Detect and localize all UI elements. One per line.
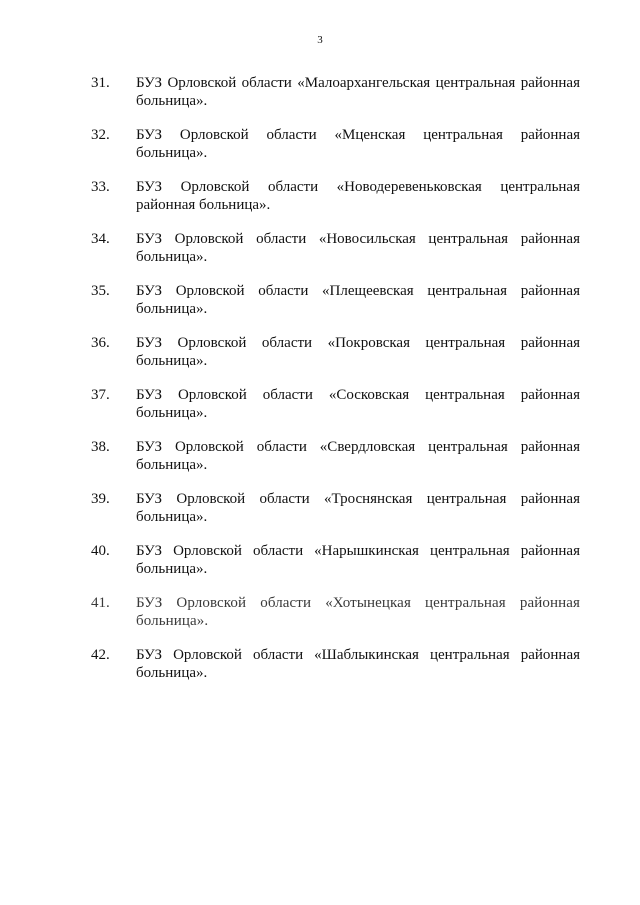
item-text: БУЗ Орловской области «Новодеревеньковская центральная районная больница».	[136, 179, 580, 213]
item-text: БУЗ Орловской области «Троснянская центральная районная больница».	[136, 491, 580, 525]
item-number: 32.	[91, 127, 110, 143]
item-text: БУЗ Орловской области «Свердловская центральная районная больница».	[136, 439, 580, 473]
item-text: БУЗ Орловской области «Новосильская центральная районная больница».	[136, 231, 580, 265]
item-text: БУЗ Орловской области «Хотынецкая центральная районная больница».	[136, 595, 580, 629]
item-number: 40.	[91, 543, 110, 559]
item-text: БУЗ Орловской области «Сосковская центральная районная больница».	[136, 387, 580, 421]
item-number: 37.	[91, 387, 110, 403]
item-number: 35.	[91, 283, 110, 299]
item-text: БУЗ Орловской области «Нарышкинская центральная районная больница».	[136, 543, 580, 577]
page-number: 3	[317, 34, 323, 46]
item-text: БУЗ Орловской области «Покровская центральная районная больница».	[136, 335, 580, 369]
item-number: 39.	[91, 491, 110, 507]
item-number: 38.	[91, 439, 110, 455]
item-text: БУЗ Орловской области «Малоархангельская центральная районная больница».	[136, 75, 580, 109]
item-number: 41.	[91, 595, 110, 611]
item-text: БУЗ Орловской области «Мценская центральная районная больница».	[136, 127, 580, 161]
item-number: 34.	[91, 231, 110, 247]
item-number: 36.	[91, 335, 110, 351]
item-number: 31.	[91, 75, 110, 91]
item-text: БУЗ Орловской области «Шаблыкинская центральная районная больница».	[136, 647, 580, 681]
item-number: 42.	[91, 647, 110, 663]
item-number: 33.	[91, 179, 110, 195]
item-text: БУЗ Орловской области «Плещеевская центральная районная больница».	[136, 283, 580, 317]
